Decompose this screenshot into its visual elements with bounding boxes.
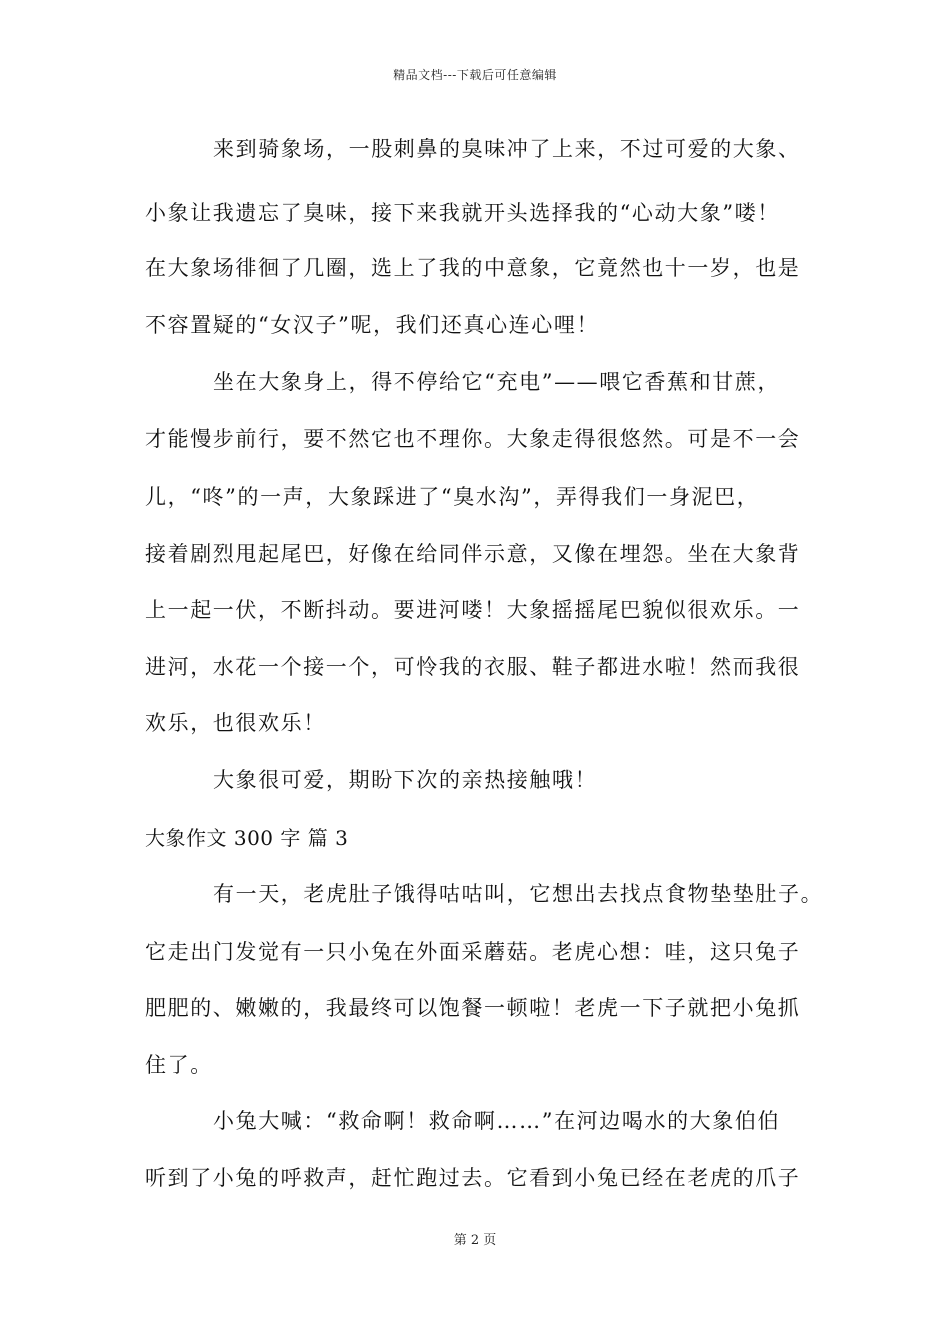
text-line: 才能慢步前行，要不然它也不理你。大象走得很悠然。可是不一会	[145, 427, 801, 451]
text-line: 进河，水花一个接一个，可怜我的衣服、鞋子都进水啦！然而我很	[145, 655, 801, 679]
text-line: 有一天，老虎肚子饿得咕咕叫，它想出去找点食物垫垫肚子。	[213, 882, 824, 906]
section-heading: 大象作文 300 字 篇 3	[145, 826, 349, 850]
page-header: 精品文档---下载后可任意编辑	[393, 68, 557, 82]
text-line: 它走出门发觉有一只小兔在外面采蘑菇。老虎心想：哇，这只兔子	[145, 940, 801, 964]
text-line: 在大象场徘徊了几圈，选上了我的中意象，它竟然也十一岁，也是	[145, 256, 801, 280]
page-number: 第 2 页	[453, 1233, 497, 1248]
text-line: 不容置疑的“女汉子”呢，我们还真心连心哩！	[145, 313, 600, 337]
text-line: 来到骑象场，一股刺鼻的臭味冲了上来，不过可爱的大象、	[213, 137, 801, 161]
text-line: 大象很可爱，期盼下次的亲热接触哦！	[213, 768, 598, 792]
text-line: 上一起一伏，不断抖动。要进河喽！大象摇摇尾巴貌似很欢乐。一	[145, 598, 801, 622]
text-line: 听到了小兔的呼救声，赶忙跑过去。它看到小兔已经在老虎的爪子	[145, 1166, 801, 1190]
text-line: 欢乐，也很欢乐！	[145, 711, 326, 735]
text-line: 接着剧烈甩起尾巴，好像在给同伴示意，又像在埋怨。坐在大象背	[145, 542, 801, 566]
text-line: 坐在大象身上，得不停给它“充电”——喂它香蕉和甘蔗，	[213, 370, 781, 394]
text-line: 小象让我遗忘了臭味，接下来我就开头选择我的“心动大象”喽！	[145, 201, 780, 225]
text-line: 肥肥的、嫩嫩的，我最终可以饱餐一顿啦！老虎一下子就把小兔抓	[145, 996, 801, 1020]
text-line: 小兔大喊：“救命啊！救命啊……”在河边喝水的大象伯伯	[213, 1109, 781, 1133]
text-line: 儿，“咚”的一声，大象踩进了“臭水沟”，弄得我们一身泥巴，	[145, 485, 760, 509]
text-line: 住了。	[145, 1053, 213, 1077]
